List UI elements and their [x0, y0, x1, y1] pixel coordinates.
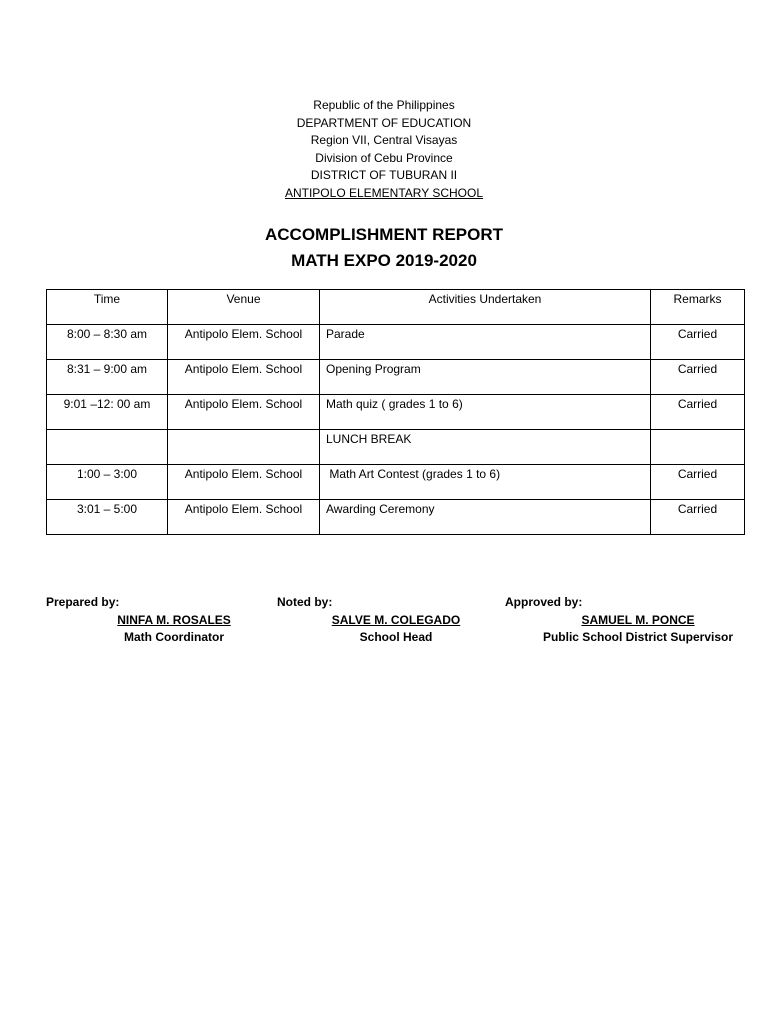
noted-by-name: SALVE M. COLEGADO — [331, 612, 461, 627]
cell-activity: Opening Program — [320, 360, 651, 395]
table-header-row — [47, 290, 745, 325]
cell-time: 3:01 – 5:00 — [47, 500, 168, 535]
cell-activity: Awarding Ceremony — [320, 500, 651, 535]
approved-by-block — [505, 594, 755, 647]
cell-time: 9:01 –12: 00 am — [47, 395, 168, 430]
report-title-line2: MATH EXPO 2019-2020 — [291, 251, 477, 270]
cell-time: 8:00 – 8:30 am — [47, 325, 168, 360]
prepared-by-name: NINFA M. ROSALES — [117, 612, 231, 627]
approved-by-name: SAMUEL M. PONCE — [581, 612, 695, 627]
prepared-by-label: Prepared by: — [46, 595, 120, 609]
header-country: Republic of the Philippines — [313, 98, 455, 112]
cell-activity: Math quiz ( grades 1 to 6) — [320, 395, 651, 430]
header-region: Region VII, Central Visayas — [310, 133, 458, 148]
header-school: ANTIPOLO ELEMENTARY SCHOOL — [284, 185, 484, 200]
cell-venue: Antipolo Elem. School — [168, 465, 320, 500]
header-division: Division of Cebu Province — [315, 150, 453, 165]
cell-remarks: Carried — [651, 500, 745, 535]
report-title-line1: ACCOMPLISHMENT REPORT — [265, 225, 503, 244]
cell-remarks: Carried — [651, 360, 745, 395]
column-header-time: Time — [47, 290, 168, 325]
cell-remarks: Carried — [651, 325, 745, 360]
noted-by-position: School Head — [359, 630, 433, 645]
cell-activity: Parade — [320, 325, 651, 360]
cell-venue: Antipolo Elem. School — [168, 500, 320, 535]
table-row — [47, 430, 745, 465]
header-department: DEPARTMENT OF EDUCATION — [296, 115, 472, 130]
column-header-activities: Activities Undertaken — [320, 290, 651, 325]
column-header-venue: Venue — [168, 290, 320, 325]
cell-venue: Antipolo Elem. School — [168, 395, 320, 430]
header-district: DISTRICT OF TUBURAN II — [310, 168, 458, 183]
document-header — [0, 97, 768, 203]
table-row — [47, 360, 745, 395]
cell-time: 8:31 – 9:00 am — [47, 360, 168, 395]
noted-by-block — [277, 594, 517, 647]
table-row — [47, 465, 745, 500]
report-title — [0, 222, 768, 274]
cell-venue: Antipolo Elem. School — [168, 360, 320, 395]
cell-venue — [168, 430, 320, 465]
cell-remarks: Carried — [651, 465, 745, 500]
cell-remarks: Carried — [651, 395, 745, 430]
cell-activity: Math Art Contest (grades 1 to 6) — [320, 465, 651, 500]
cell-time — [47, 430, 168, 465]
column-header-remarks: Remarks — [651, 290, 745, 325]
prepared-by-position: Math Coordinator — [124, 630, 224, 645]
cell-time: 1:00 – 3:00 — [47, 465, 168, 500]
approved-by-label: Approved by: — [505, 595, 583, 609]
table-row — [47, 500, 745, 535]
cell-venue: Antipolo Elem. School — [168, 325, 320, 360]
table-row — [47, 395, 745, 430]
prepared-by-block — [46, 594, 246, 647]
cell-activity: LUNCH BREAK — [320, 430, 651, 465]
activities-table — [46, 289, 745, 535]
approved-by-position: Public School District Supervisor — [542, 630, 734, 645]
cell-remarks — [651, 430, 745, 465]
table-row — [47, 325, 745, 360]
noted-by-label: Noted by: — [277, 595, 333, 609]
